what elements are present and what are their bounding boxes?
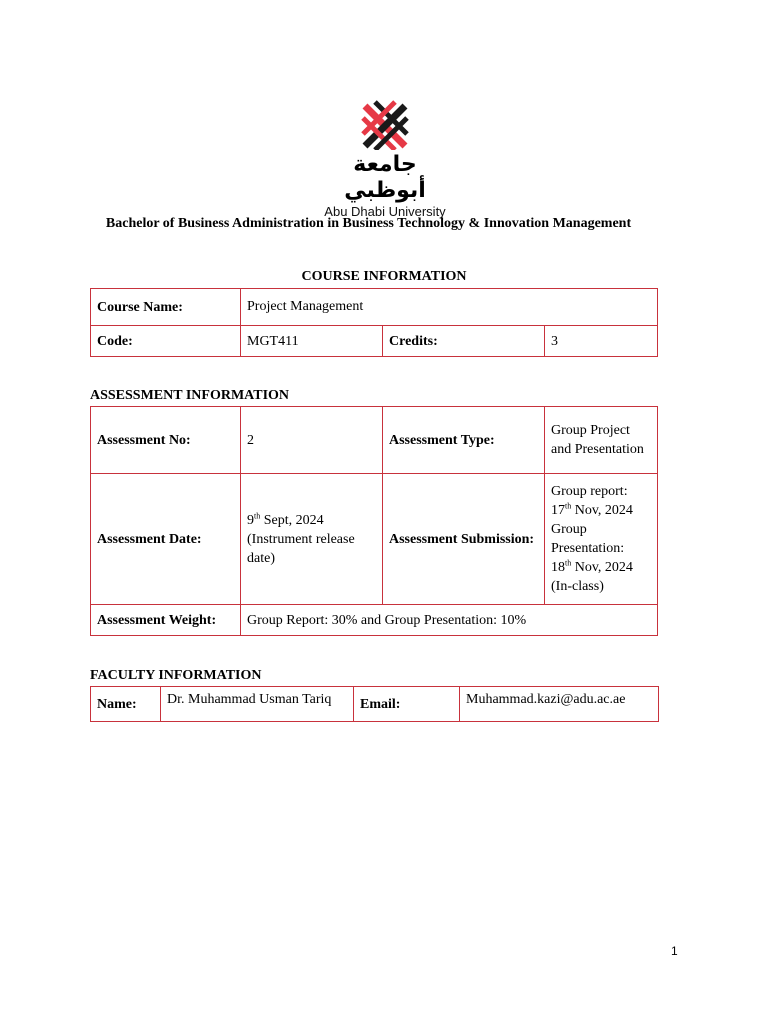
submission-report-label: Group report: xyxy=(551,484,628,499)
submission-pres-note: (In-class) xyxy=(551,579,604,594)
submission-pres-day: 18 xyxy=(551,560,565,575)
credits-label: Credits: xyxy=(383,326,545,357)
assessment-no-value: 2 xyxy=(241,407,383,474)
submission-report-suffix: th xyxy=(565,501,572,511)
table-row xyxy=(91,326,658,357)
table-row xyxy=(91,407,658,474)
faculty-info-table xyxy=(90,686,659,722)
submission-report-rest: Nov, 2024 xyxy=(571,503,633,518)
table-row xyxy=(91,289,658,326)
submission-pres-label: Group Presentation: xyxy=(551,522,625,556)
course-name-value: Project Management xyxy=(241,289,658,326)
assessment-no-label: Assessment No: xyxy=(91,407,241,474)
submission-pres-rest: Nov, 2024 xyxy=(571,560,633,575)
submission-report-day: 17 xyxy=(551,503,565,518)
table-row xyxy=(91,474,658,605)
date-note: (Instrument release date) xyxy=(247,531,355,566)
logo-arabic-text: جامعة أبوظبي xyxy=(344,152,426,203)
university-logo xyxy=(318,100,452,219)
credits-value: 3 xyxy=(545,326,658,357)
submission-pres-suffix: th xyxy=(565,558,572,568)
faculty-email-label: Email: xyxy=(354,687,460,722)
program-title: Bachelor of Business Administration in Business Technology & Innovation Management xyxy=(105,216,632,231)
table-row xyxy=(91,687,659,722)
assessment-weight-value: Group Report: 30% and Group Presentation: 10% xyxy=(241,605,658,636)
code-label: Code: xyxy=(91,326,241,357)
faculty-name-value: Dr. Muhammad Usman Tariq xyxy=(161,687,354,722)
date-suffix: th xyxy=(254,510,261,520)
assessment-info-table xyxy=(90,406,658,636)
course-info-table xyxy=(90,288,658,357)
assessment-info-heading: ASSESSMENT INFORMATION xyxy=(90,388,290,403)
course-info-heading: COURSE INFORMATION xyxy=(301,269,467,284)
logo-latin-text: Abu Dhabi University xyxy=(324,204,446,219)
table-row xyxy=(91,605,658,636)
assessment-date-value xyxy=(241,474,383,605)
code-value: MGT411 xyxy=(241,326,383,357)
page-number: 1 xyxy=(671,944,678,958)
faculty-name-label: Name: xyxy=(91,687,161,722)
date-rest: Sept, 2024 xyxy=(260,512,324,528)
faculty-info-heading: FACULTY INFORMATION xyxy=(90,668,262,683)
assessment-submission-value xyxy=(545,474,658,605)
course-name-label: Course Name: xyxy=(91,289,241,326)
assessment-type-label: Assessment Type: xyxy=(383,407,545,474)
faculty-email-value: Muhammad.kazi@adu.ac.ae xyxy=(460,687,659,722)
assessment-weight-label: Assessment Weight: xyxy=(91,605,241,636)
assessment-type-value: Group Project and Presentation xyxy=(545,407,658,474)
date-day: 9 xyxy=(247,512,254,528)
assessment-submission-label: Assessment Submission: xyxy=(383,474,545,605)
assessment-date-label: Assessment Date: xyxy=(91,474,241,605)
logo-emblem-icon xyxy=(361,100,409,150)
